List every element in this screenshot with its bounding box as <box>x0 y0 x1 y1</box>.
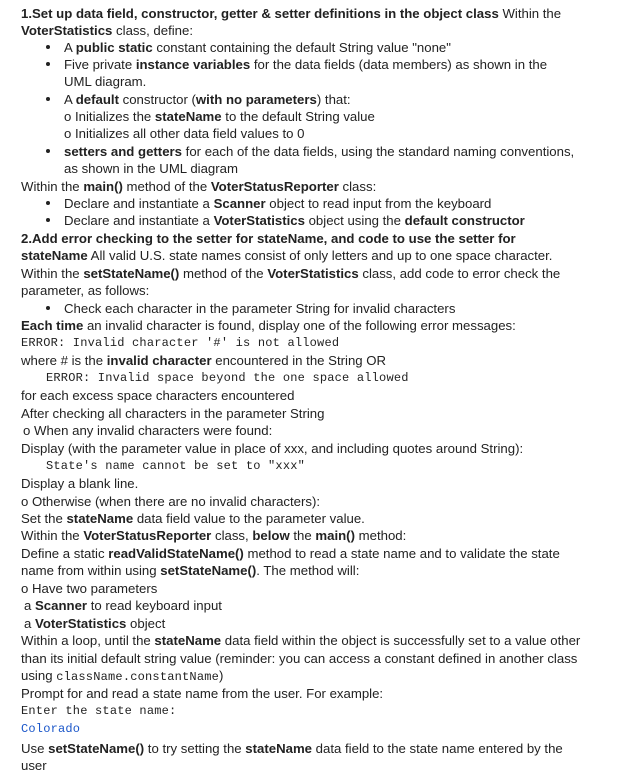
bullet-item <box>64 39 451 56</box>
bold-text-run: invalid character <box>106 353 212 368</box>
text-run: method of the <box>179 266 268 281</box>
bold-text-run: stateName <box>154 109 222 124</box>
doc-line <box>21 580 157 597</box>
user-input-example: Colorado <box>21 722 81 736</box>
doc-line <box>21 405 324 422</box>
doc-line <box>21 667 223 686</box>
bold-text-run: setStateName() <box>48 741 145 756</box>
text-run: Within a loop, until the <box>21 633 155 648</box>
text-run: class: <box>338 179 377 194</box>
doc-line <box>21 650 577 667</box>
text-run: parameter, as follows: <box>21 283 150 298</box>
doc-line <box>21 685 383 702</box>
bullet-icon <box>46 201 50 205</box>
text-run: ) <box>219 668 224 683</box>
text-run: user <box>21 758 47 773</box>
text-run: for the data fields (data members) as shown in the <box>250 57 548 72</box>
output-message-code: State's name cannot be set to "xxx" <box>46 459 306 473</box>
bold-text-run: VoterStatistics <box>267 266 359 281</box>
bold-text-run: setStateName() <box>83 266 180 281</box>
bold-text-run: 1.Set up data field, constructor, getter & setter definitions in the object class <box>21 6 499 21</box>
text-run: name from within using <box>21 563 161 578</box>
bold-text-run: VoterStatistics <box>213 213 305 228</box>
text-run: method: <box>354 528 407 543</box>
bullet-icon <box>46 45 50 49</box>
doc-line <box>21 757 47 774</box>
text-run: Display (with the parameter value in place of xxx, and including quotes around String): <box>21 441 524 456</box>
doc-line <box>21 527 406 544</box>
text-run: Use <box>21 741 49 756</box>
text-run: method of the <box>122 179 211 194</box>
bold-text-run: setStateName() <box>160 563 257 578</box>
bullet-icon <box>46 149 50 153</box>
bold-text-run: default constructor <box>404 213 525 228</box>
bullet-item <box>64 143 574 160</box>
doc-line <box>21 282 149 299</box>
doc-line <box>24 597 222 614</box>
text-run: Within the <box>21 266 84 281</box>
text-run: Within the <box>498 6 562 21</box>
text-run: Set the <box>21 511 67 526</box>
text-run: o When any invalid characters were found: <box>23 423 273 438</box>
doc-line <box>21 178 376 195</box>
text-run: All valid U.S. state names consist of only letters and up to one space character. <box>87 248 553 263</box>
section-1-heading-line <box>21 5 561 22</box>
text-run: o Have two parameters <box>21 581 158 596</box>
doc-line <box>21 475 138 492</box>
doc-line <box>21 352 386 369</box>
text-run: o Otherwise (when there are no invalid characters): <box>21 494 321 509</box>
bold-text-run: setters and getters <box>64 144 182 159</box>
bold-text-run: Scanner <box>35 598 88 613</box>
text-run: using <box>21 668 57 683</box>
text-run: Display a blank line. <box>21 476 139 491</box>
bold-text-run: VoterStatistics <box>21 23 113 38</box>
bold-text-run: VoterStatusReporter <box>210 179 339 194</box>
text-run: data field to the state name entered by the <box>312 741 563 756</box>
text-run: to read keyboard input <box>87 598 222 613</box>
doc-line <box>21 510 365 527</box>
doc-line <box>21 632 580 649</box>
bullet-item <box>64 56 547 73</box>
text-run: the <box>289 528 316 543</box>
text-run: A <box>64 40 76 55</box>
text-run: data field within the object is successfully set to a value other <box>221 633 581 648</box>
bold-text-run: stateName <box>66 511 134 526</box>
text-run: Declare and instantiate a <box>64 196 214 211</box>
doc-line <box>21 493 320 510</box>
bold-text-run: VoterStatistics <box>35 616 127 631</box>
text-run: class, <box>211 528 253 543</box>
text-run: where # is the <box>21 353 107 368</box>
bold-text-run: 2.Add error checking to the setter for stateName, and code to use the setter for <box>21 231 516 246</box>
text-run: a <box>24 616 35 631</box>
bold-text-run: instance variables <box>135 57 251 72</box>
text-run: Five private <box>64 57 136 72</box>
text-run: ) that: <box>316 92 351 107</box>
code-text-run: className.constantName <box>56 670 220 684</box>
bullet-icon <box>46 218 50 222</box>
text-run: object to read input from the keyboard <box>265 196 492 211</box>
doc-line <box>64 108 375 125</box>
text-run: encountered in the String OR <box>211 353 387 368</box>
bullet-item <box>64 212 525 229</box>
bullet-icon <box>46 306 50 310</box>
error-message-code: ERROR: Invalid character '#' is not allowed <box>21 336 340 350</box>
bold-text-run: main() <box>315 528 355 543</box>
text-run: constructor ( <box>118 92 196 107</box>
text-run: UML diagram. <box>64 74 147 89</box>
text-run: object <box>126 616 166 631</box>
error-message-code: ERROR: Invalid space beyond the one space allowed <box>46 371 409 385</box>
doc-line <box>24 615 165 632</box>
text-run: as shown in the UML diagram <box>64 161 238 176</box>
text-run: an invalid character is found, display one of the following error messages: <box>83 318 516 333</box>
text-run: for each of the data fields, using the standard naming conventions, <box>182 144 575 159</box>
doc-line <box>21 265 560 282</box>
doc-line <box>21 740 563 757</box>
bold-text-run: stateName <box>154 633 222 648</box>
bullet-icon <box>46 62 50 66</box>
doc-line <box>21 545 560 562</box>
bullet-icon <box>46 97 50 101</box>
text-run: object using the <box>304 213 405 228</box>
text-run: Prompt for and read a state name from the user. For example: <box>21 686 384 701</box>
doc-line <box>21 440 523 457</box>
doc-line <box>21 317 516 334</box>
text-run: to try setting the <box>144 741 246 756</box>
bold-text-run: Each time <box>21 318 84 333</box>
bold-text-run: stateName <box>21 248 88 263</box>
text-run: class, add code to error check the <box>358 266 561 281</box>
doc-line <box>21 247 552 264</box>
bold-text-run: Scanner <box>213 196 266 211</box>
text-run: than its initial default string value (reminder: you can access a constant defined in another class <box>21 651 578 666</box>
doc-line <box>21 562 359 579</box>
prompt-example-code: Enter the state name: <box>21 704 177 718</box>
text-run: Within the <box>21 528 84 543</box>
text-run: Within the <box>21 179 84 194</box>
bold-text-run: VoterStatusReporter <box>83 528 212 543</box>
bold-text-run: default <box>75 92 119 107</box>
text-run: Define a static <box>21 546 109 561</box>
bold-text-run: readValidStateName() <box>108 546 244 561</box>
text-run: to the default String value <box>221 109 375 124</box>
bold-text-run: stateName <box>245 741 313 756</box>
doc-line <box>64 160 238 177</box>
text-run: method to read a state name and to validate the state <box>243 546 560 561</box>
doc-line <box>21 387 294 404</box>
text-run: A <box>64 92 76 107</box>
bullet-item <box>64 195 491 212</box>
doc-line <box>64 73 146 90</box>
bullet-item <box>64 91 351 108</box>
text-run: for each excess space characters encountered <box>21 388 295 403</box>
doc-line <box>23 422 272 439</box>
bullet-item <box>64 300 455 317</box>
doc-line <box>64 125 304 142</box>
text-run: a <box>24 598 35 613</box>
bold-text-run: below <box>252 528 290 543</box>
text-run: . The method will: <box>256 563 360 578</box>
section-2-heading-line <box>21 230 516 247</box>
text-run: Declare and instantiate a <box>64 213 214 228</box>
bold-text-run: main() <box>83 179 123 194</box>
text-run: data field value to the parameter value. <box>133 511 365 526</box>
text-run: o Initializes the <box>64 109 155 124</box>
text-run: constant containing the default String value "none" <box>152 40 451 55</box>
bold-text-run: public static <box>75 40 153 55</box>
text-run: Check each character in the parameter String for invalid characters <box>64 301 456 316</box>
doc-line <box>21 22 193 39</box>
bold-text-run: with no parameters <box>195 92 317 107</box>
text-run: class, define: <box>112 23 194 38</box>
text-run: o Initializes all other data field values to 0 <box>64 126 305 141</box>
text-run: After checking all characters in the parameter String <box>21 406 325 421</box>
